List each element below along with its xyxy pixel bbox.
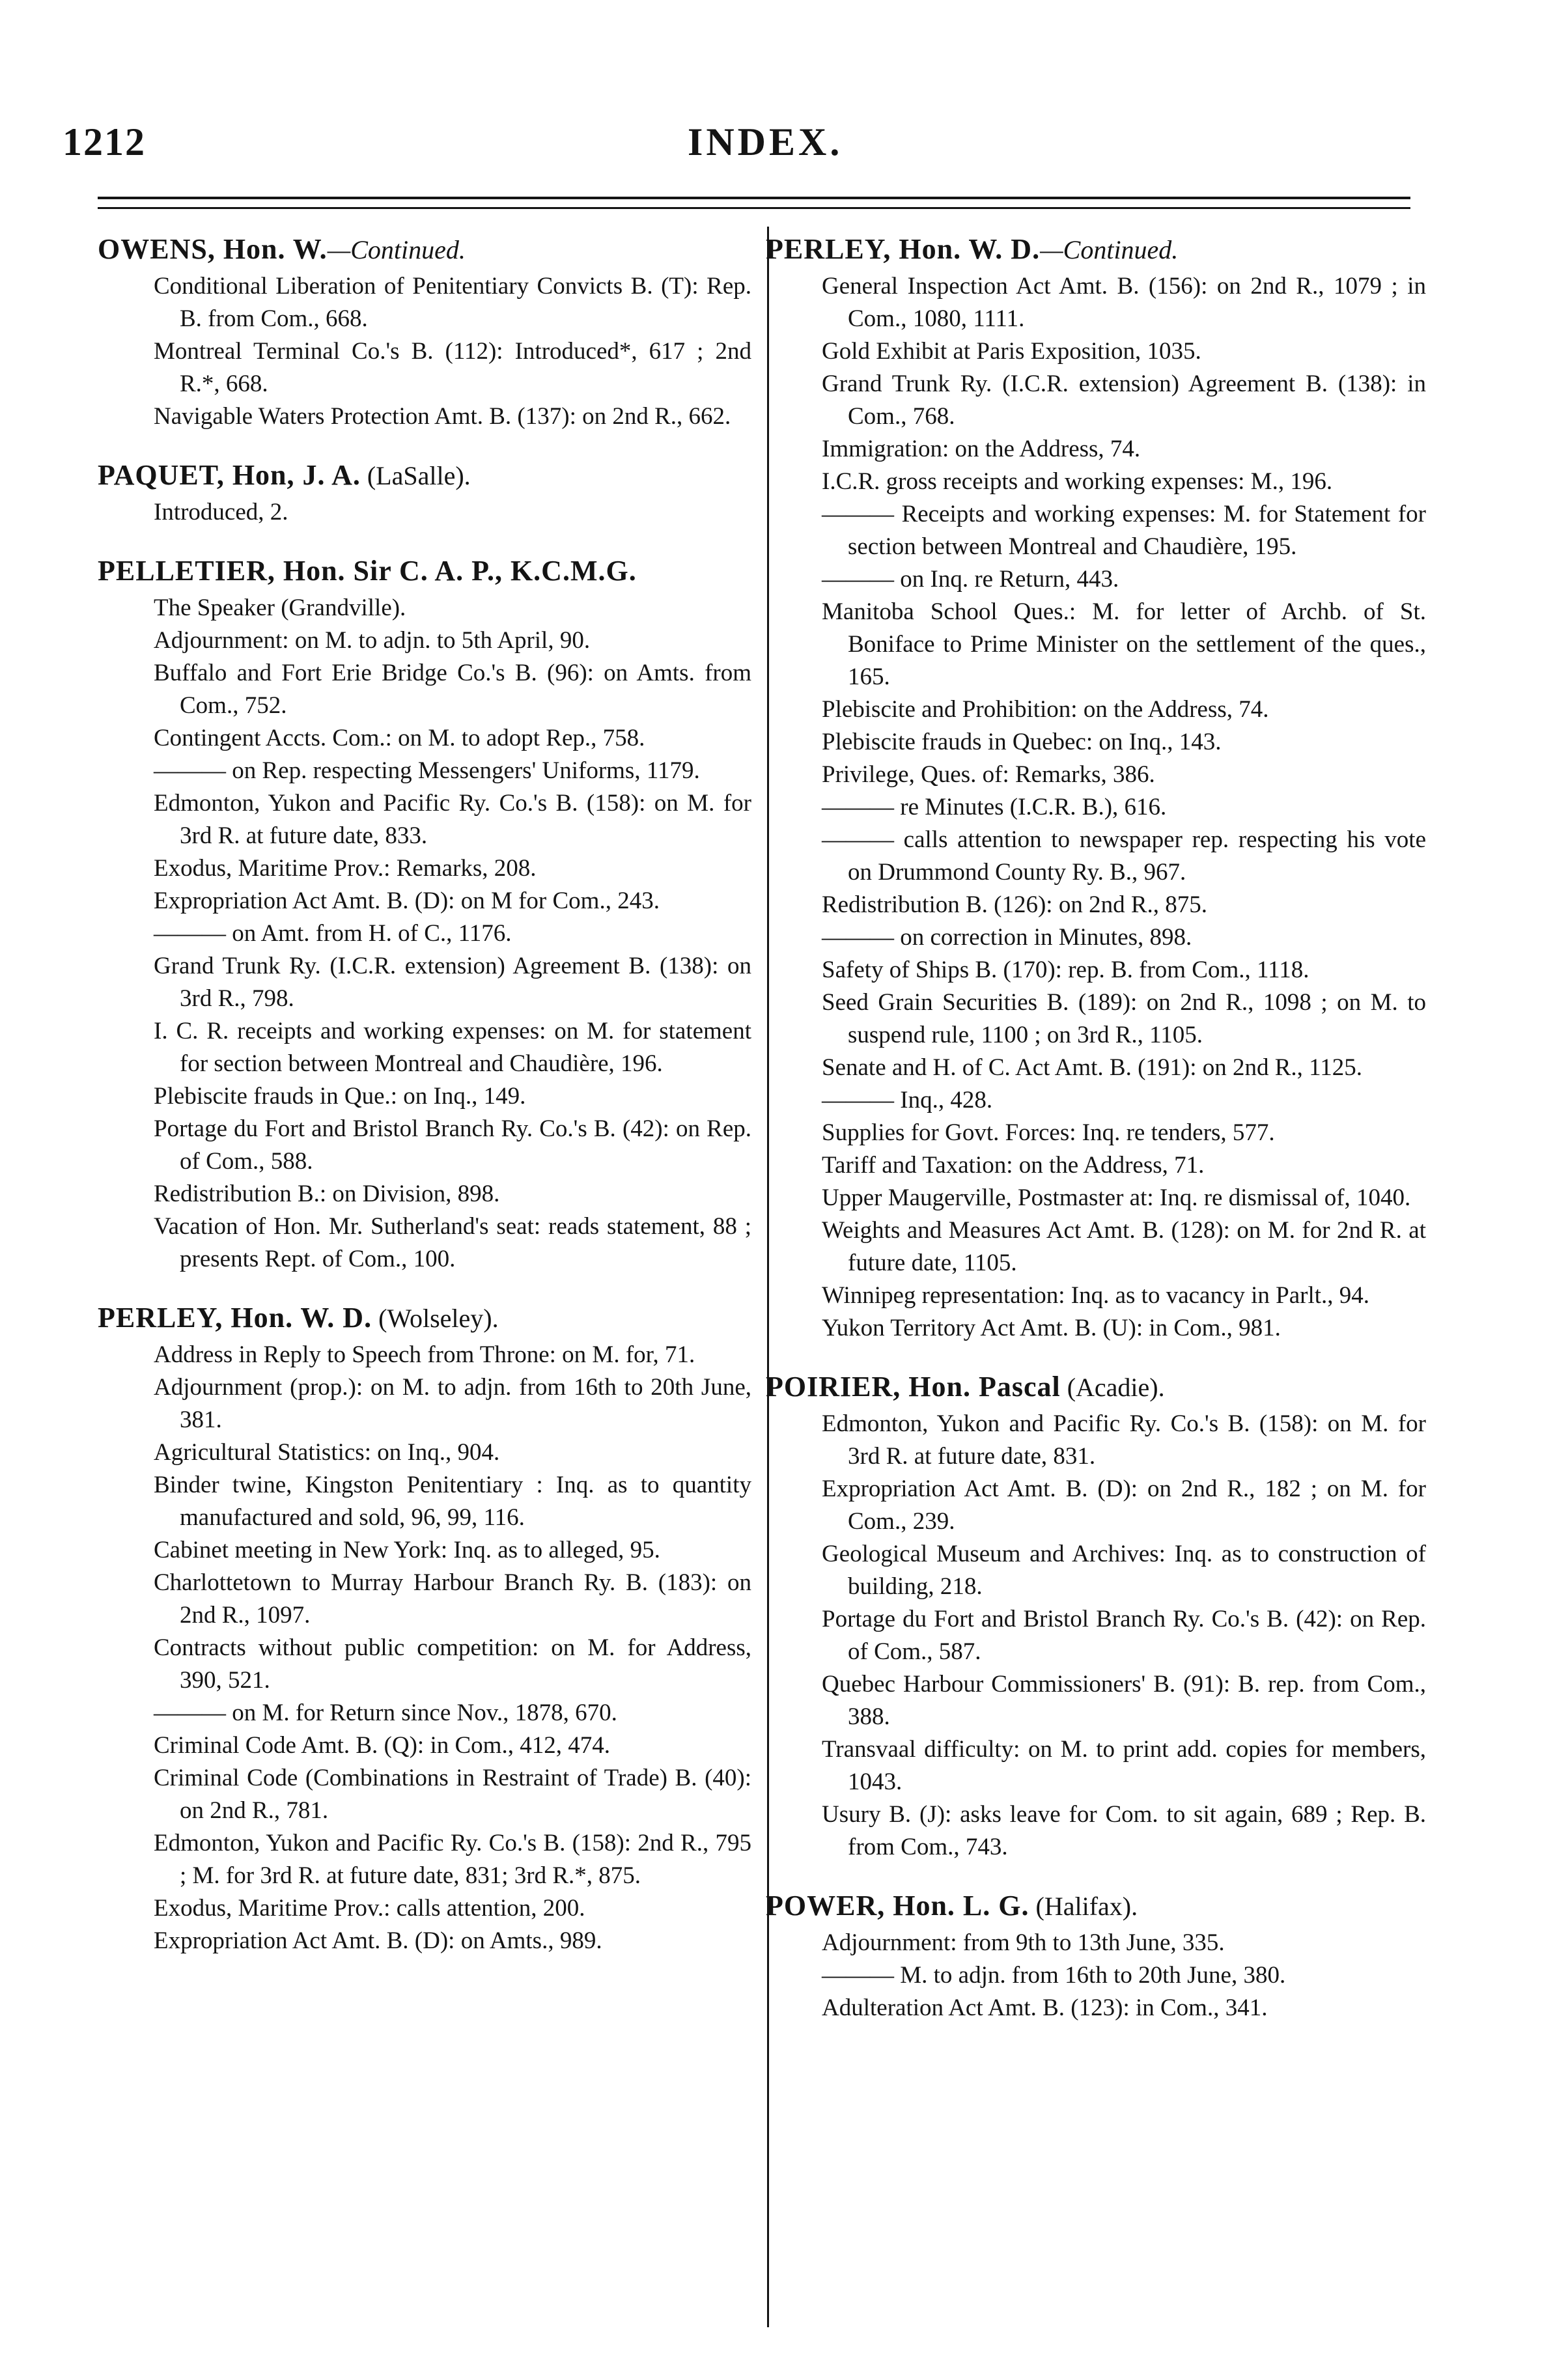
left-column xyxy=(98,229,751,1957)
index-item: Geological Museum and Archives: Inq. as to construction of building, 218. xyxy=(822,1541,1426,1600)
index-item: Expropriation Act Amt. B. (D): on M for Com., 243. xyxy=(154,888,660,914)
index-item: Edmonton, Yukon and Pacific Ry. Co.'s B. (158): on M. for 3rd R. at future date, 831. xyxy=(822,1410,1426,1470)
index-item: Tariff and Taxation: on the Address, 71. xyxy=(822,1152,1205,1179)
index-item: ——— on Amt. from H. of C., 1176. xyxy=(154,920,512,947)
index-item: Senate and H. of C. Act Amt. B. (191): on 2nd R., 1125. xyxy=(822,1054,1363,1081)
index-item: Portage du Fort and Bristol Branch Ry. Co.'s B. (42): on Rep. of Com., 587. xyxy=(822,1606,1426,1665)
right-column xyxy=(766,229,1426,2024)
index-item: ——— on M. for Return since Nov., 1878, 670. xyxy=(154,1700,617,1726)
entry-heading xyxy=(766,1886,1426,1927)
page-number: 1212 xyxy=(63,120,146,163)
index-item: Navigable Waters Protection Amt. B. (137): on 2nd R., 662. xyxy=(154,403,731,430)
index-item: Adjournment: from 9th to 13th June, 335. xyxy=(822,1929,1225,1956)
index-item: Upper Maugerville, Postmaster at: Inq. re dismissal of, 1040. xyxy=(822,1184,1411,1211)
index-item: Manitoba School Ques.: M. for letter of Archb. of St. Boniface to Prime Minister on the settlement of the ques., 165. xyxy=(822,598,1426,690)
index-item: Weights and Measures Act Amt. B. (128): on M. for 2nd R. at future date, 1105. xyxy=(822,1217,1426,1276)
index-item: Seed Grain Securities B. (189): on 2nd R., 1098 ; on M. to suspend rule, 1100 ; on 3rd R., 1105. xyxy=(822,989,1426,1048)
index-item: ——— calls attention to newspaper rep. respecting his vote on Drummond County Ry. B., 967. xyxy=(822,826,1426,886)
index-item: I.C.R. gross receipts and working expenses: M., 196. xyxy=(822,468,1333,495)
index-item: ——— on Inq. re Return, 443. xyxy=(822,566,1119,593)
entry-items xyxy=(154,270,751,433)
index-item: Contracts without public competition: on M. for Address, 390, 521. xyxy=(154,1634,751,1694)
index-item: ——— on correction in Minutes, 898. xyxy=(822,924,1192,951)
index-item: Plebiscite frauds in Que.: on Inq., 149. xyxy=(154,1083,526,1110)
index-item: Conditional Liberation of Penitentiary Convicts B. (T): Rep. B. from Com., 668. xyxy=(154,273,751,332)
index-item: Plebiscite frauds in Quebec: on Inq., 143. xyxy=(822,729,1222,755)
index-item: Expropriation Act Amt. B. (D): on 2nd R., 182 ; on M. for Com., 239. xyxy=(822,1476,1426,1535)
index-entry xyxy=(98,551,751,1276)
entry-heading xyxy=(766,1367,1426,1408)
entry-suffix: (LaSalle). xyxy=(360,461,471,490)
index-item: Transvaal difficulty: on M. to print add. copies for members, 1043. xyxy=(822,1736,1426,1795)
index-item: Exodus, Maritime Prov.: calls attention, 200. xyxy=(154,1895,585,1922)
page-title: INDEX. xyxy=(688,120,843,163)
entry-heading xyxy=(98,229,751,270)
entry-name: PERLEY, Hon. W. D. xyxy=(98,1302,372,1334)
entry-items xyxy=(154,1339,751,1957)
index-entry xyxy=(766,1886,1426,2024)
entry-name: PERLEY, Hon. W. D. xyxy=(766,233,1041,265)
header-rule-top xyxy=(98,197,1410,199)
index-item: Introduced, 2. xyxy=(154,499,288,525)
index-item: Contingent Accts. Com.: on M. to adopt Rep., 758. xyxy=(154,725,645,751)
entry-suffix: (Acadie). xyxy=(1060,1373,1165,1402)
index-item: Safety of Ships B. (170): rep. B. from Com., 1118. xyxy=(822,957,1309,983)
entry-heading xyxy=(98,1298,751,1339)
entry-name: OWENS, Hon. W. xyxy=(98,233,328,265)
entry-items xyxy=(154,496,751,529)
entry-suffix: —Continued. xyxy=(327,235,466,264)
index-item: Edmonton, Yukon and Pacific Ry. Co.'s B. (158): on M. for 3rd R. at future date, 833. xyxy=(154,790,751,849)
entry-heading xyxy=(98,455,751,496)
index-entry xyxy=(766,229,1426,1345)
index-item: Binder twine, Kingston Penitentiary : Inq. as to quantity manufactured and sold, 96, 99, 116. xyxy=(154,1472,751,1531)
entry-subtitle: The Speaker (Grandville). xyxy=(154,595,406,621)
entry-items xyxy=(154,624,751,1276)
index-item: Vacation of Hon. Mr. Sutherland's seat: reads statement, 88 ; presents Rept. of Com., 100. xyxy=(154,1213,751,1272)
index-item: General Inspection Act Amt. B. (156): on 2nd R., 1079 ; in Com., 1080, 1111. xyxy=(822,273,1426,332)
entry-items xyxy=(822,270,1426,1345)
index-item: I. C. R. receipts and working expenses: on M. for statement for section between Montreal and Chaudière, 196. xyxy=(154,1018,751,1077)
index-item: Edmonton, Yukon and Pacific Ry. Co.'s B. (158): 2nd R., 795 ; M. for 3rd R. at future date, 831; 3rd R.*, 875. xyxy=(154,1830,751,1889)
entry-suffix: —Continued. xyxy=(1040,235,1179,264)
entry-name: POWER, Hon. L. G. xyxy=(766,1890,1029,1922)
index-item: ——— on Rep. respecting Messengers' Uniforms, 1179. xyxy=(154,757,700,784)
index-item: ——— Receipts and working expenses: M. for Statement for section between Montreal and Chaudière, 195. xyxy=(822,501,1426,560)
index-item: Montreal Terminal Co.'s B. (112): Introduced*, 617 ; 2nd R.*, 668. xyxy=(154,338,751,397)
index-item: Quebec Harbour Commissioners' B. (91): B. rep. from Com., 388. xyxy=(822,1671,1426,1730)
header-rule-bottom xyxy=(98,207,1410,209)
index-item: Expropriation Act Amt. B. (D): on Amts., 989. xyxy=(154,1927,602,1954)
index-entry xyxy=(98,455,751,529)
entry-name: PAQUET, Hon, J. A. xyxy=(98,459,361,491)
index-item: Adulteration Act Amt. B. (123): in Com., 341. xyxy=(822,1994,1268,2021)
index-item: Redistribution B.: on Division, 898. xyxy=(154,1181,500,1207)
index-item: Grand Trunk Ry. (I.C.R. extension) Agreement B. (138): on 3rd R., 798. xyxy=(154,953,751,1012)
index-entry xyxy=(98,229,751,433)
index-item: Charlottetown to Murray Harbour Branch Ry. B. (183): on 2nd R., 1097. xyxy=(154,1569,751,1629)
index-item: Usury B. (J): asks leave for Com. to sit again, 689 ; Rep. B. from Com., 743. xyxy=(822,1801,1426,1860)
index-item: Redistribution B. (126): on 2nd R., 875. xyxy=(822,891,1207,918)
index-item: ——— M. to adjn. from 16th to 20th June, 380. xyxy=(822,1962,1286,1989)
entry-suffix: (Halifax). xyxy=(1029,1892,1138,1921)
index-item: Exodus, Maritime Prov.: Remarks, 208. xyxy=(154,855,537,882)
index-item: Agricultural Statistics: on Inq., 904. xyxy=(154,1439,500,1466)
entry-name: POIRIER, Hon. Pascal xyxy=(766,1371,1061,1403)
index-item: Gold Exhibit at Paris Exposition, 1035. xyxy=(822,338,1201,365)
index-entry xyxy=(98,1298,751,1957)
index-item: Immigration: on the Address, 74. xyxy=(822,436,1141,462)
index-item: Cabinet meeting in New York: Inq. as to alleged, 95. xyxy=(154,1537,660,1563)
index-item: Adjournment (prop.): on M. to adjn. from 16th to 20th June, 381. xyxy=(154,1374,751,1433)
index-item: Buffalo and Fort Erie Bridge Co.'s B. (96): on Amts. from Com., 752. xyxy=(154,660,751,719)
index-item: Plebiscite and Prohibition: on the Address, 74. xyxy=(822,696,1269,723)
index-item: Grand Trunk Ry. (I.C.R. extension) Agreement B. (138): in Com., 768. xyxy=(822,371,1426,430)
index-item: Yukon Territory Act Amt. B. (U): in Com., 981. xyxy=(822,1315,1281,1341)
entry-items xyxy=(822,1927,1426,2024)
index-item: Privilege, Ques. of: Remarks, 386. xyxy=(822,761,1155,788)
index-item: Adjournment: on M. to adjn. to 5th April, 90. xyxy=(154,627,591,654)
index-item: Supplies for Govt. Forces: Inq. re tenders, 577. xyxy=(822,1119,1275,1146)
entry-suffix: (Wolseley). xyxy=(372,1304,499,1333)
entry-heading xyxy=(766,229,1426,270)
index-item: Criminal Code Amt. B. (Q): in Com., 412, 474. xyxy=(154,1732,610,1759)
entry-name: PELLETIER, Hon. Sir C. A. P., K.C.M.G. xyxy=(98,555,637,587)
index-item: ——— re Minutes (I.C.R. B.), 616. xyxy=(822,794,1167,820)
entry-items xyxy=(822,1408,1426,1864)
index-entry xyxy=(766,1367,1426,1864)
entry-heading xyxy=(98,551,751,592)
index-item: ——— Inq., 428. xyxy=(822,1087,993,1113)
index-item: Criminal Code (Combinations in Restraint of Trade) B. (40): on 2nd R., 781. xyxy=(154,1765,751,1824)
index-item: Address in Reply to Speech from Throne: on M. for, 71. xyxy=(154,1341,695,1368)
index-item: Winnipeg representation: Inq. as to vacancy in Parlt., 94. xyxy=(822,1282,1370,1309)
index-item: Portage du Fort and Bristol Branch Ry. Co.'s B. (42): on Rep. of Com., 588. xyxy=(154,1115,751,1175)
